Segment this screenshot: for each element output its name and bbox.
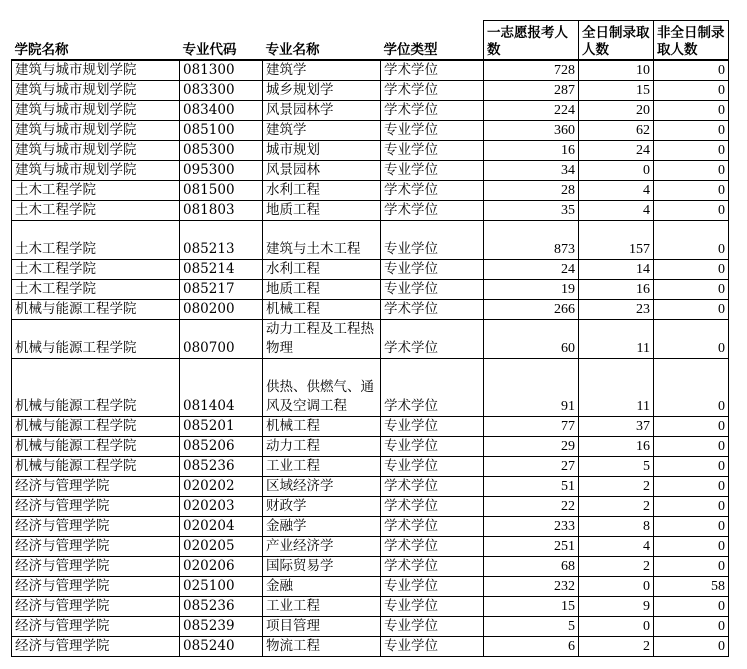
table-row	[12, 597, 729, 617]
cell-college: 土木工程学院	[12, 201, 180, 221]
cell-fulltime: 11	[579, 359, 654, 417]
cell-college: 机械与能源工程学院	[12, 437, 180, 457]
table-row	[12, 121, 729, 141]
cell-major-code: 085240	[180, 637, 263, 657]
cell-parttime: 0	[654, 81, 729, 101]
cell-major-code: 095300	[180, 161, 263, 181]
table-row	[12, 537, 729, 557]
cell-parttime: 0	[654, 437, 729, 457]
cell-degree-type: 学术学位	[381, 60, 484, 81]
cell-major-name: 风景园林学	[263, 101, 381, 121]
cell-fulltime: 16	[579, 437, 654, 457]
table-row	[12, 477, 729, 497]
cell-degree-type: 学术学位	[381, 477, 484, 497]
cell-first-choice: 27	[484, 457, 579, 477]
cell-fulltime: 2	[579, 557, 654, 577]
cell-college: 机械与能源工程学院	[12, 359, 180, 417]
cell-major-code: 085214	[180, 260, 263, 280]
cell-fulltime: 20	[579, 101, 654, 121]
cell-degree-type: 专业学位	[381, 617, 484, 637]
cell-major-name: 城乡规划学	[263, 81, 381, 101]
cell-major-name: 水利工程	[263, 181, 381, 201]
cell-degree-type: 专业学位	[381, 221, 484, 260]
table-row	[12, 417, 729, 437]
table-row	[12, 81, 729, 101]
cell-fulltime: 4	[579, 537, 654, 557]
cell-first-choice: 24	[484, 260, 579, 280]
cell-major-code: 085239	[180, 617, 263, 637]
table-row	[12, 497, 729, 517]
table-row	[12, 201, 729, 221]
table-row	[12, 320, 729, 359]
table-row	[12, 280, 729, 300]
cell-parttime: 0	[654, 300, 729, 320]
cell-degree-type: 学术学位	[381, 81, 484, 101]
cell-fulltime: 15	[579, 81, 654, 101]
cell-major-code: 085100	[180, 121, 263, 141]
cell-parttime: 0	[654, 260, 729, 280]
cell-first-choice: 91	[484, 359, 579, 417]
cell-fulltime: 4	[579, 181, 654, 201]
cell-major-code: 081803	[180, 201, 263, 221]
cell-major-code: 020205	[180, 537, 263, 557]
cell-college: 经济与管理学院	[12, 517, 180, 537]
cell-major-code: 080200	[180, 300, 263, 320]
cell-parttime: 0	[654, 320, 729, 359]
cell-degree-type: 学术学位	[381, 359, 484, 417]
cell-major-name: 城市规划	[263, 141, 381, 161]
cell-degree-type: 学术学位	[381, 497, 484, 517]
cell-parttime: 0	[654, 417, 729, 437]
cell-first-choice: 22	[484, 497, 579, 517]
cell-degree-type: 专业学位	[381, 280, 484, 300]
cell-first-choice: 233	[484, 517, 579, 537]
cell-degree-type: 学术学位	[381, 201, 484, 221]
cell-major-name: 物流工程	[263, 637, 381, 657]
table-row	[12, 161, 729, 181]
cell-major-name: 产业经济学	[263, 537, 381, 557]
cell-major-code: 083400	[180, 101, 263, 121]
cell-first-choice: 77	[484, 417, 579, 437]
cell-college: 经济与管理学院	[12, 477, 180, 497]
cell-first-choice: 360	[484, 121, 579, 141]
cell-degree-type: 学术学位	[381, 557, 484, 577]
cell-fulltime: 5	[579, 457, 654, 477]
cell-fulltime: 4	[579, 201, 654, 221]
cell-first-choice: 68	[484, 557, 579, 577]
cell-major-name: 工业工程	[263, 597, 381, 617]
cell-parttime: 0	[654, 101, 729, 121]
cell-fulltime: 24	[579, 141, 654, 161]
table-row	[12, 300, 729, 320]
header-fulltime-admitted: 全日制录取人数	[579, 21, 654, 61]
cell-college: 经济与管理学院	[12, 557, 180, 577]
cell-college: 土木工程学院	[12, 181, 180, 201]
cell-degree-type: 专业学位	[381, 417, 484, 437]
cell-fulltime: 0	[579, 161, 654, 181]
cell-major-name: 水利工程	[263, 260, 381, 280]
cell-first-choice: 873	[484, 221, 579, 260]
cell-college: 经济与管理学院	[12, 577, 180, 597]
cell-first-choice: 15	[484, 597, 579, 617]
cell-fulltime: 2	[579, 477, 654, 497]
cell-first-choice: 34	[484, 161, 579, 181]
cell-college: 经济与管理学院	[12, 537, 180, 557]
cell-first-choice: 51	[484, 477, 579, 497]
header-row	[12, 21, 729, 61]
cell-degree-type: 专业学位	[381, 121, 484, 141]
cell-parttime: 0	[654, 637, 729, 657]
cell-first-choice: 19	[484, 280, 579, 300]
cell-major-name: 地质工程	[263, 280, 381, 300]
header-major-code: 专业代码	[180, 21, 263, 61]
cell-college: 机械与能源工程学院	[12, 300, 180, 320]
cell-major-name: 金融学	[263, 517, 381, 537]
cell-first-choice: 29	[484, 437, 579, 457]
table-row	[12, 517, 729, 537]
cell-major-code: 085206	[180, 437, 263, 457]
header-college: 学院名称	[12, 21, 180, 61]
table-row	[12, 637, 729, 657]
cell-parttime: 0	[654, 557, 729, 577]
table-row	[12, 577, 729, 597]
cell-parttime: 0	[654, 280, 729, 300]
cell-college: 建筑与城市规划学院	[12, 121, 180, 141]
cell-college: 建筑与城市规划学院	[12, 60, 180, 81]
cell-fulltime: 62	[579, 121, 654, 141]
cell-major-code: 085201	[180, 417, 263, 437]
cell-major-name: 供热、供燃气、通风及空调工程	[263, 359, 381, 417]
cell-parttime: 0	[654, 181, 729, 201]
cell-major-code: 083300	[180, 81, 263, 101]
cell-fulltime: 14	[579, 260, 654, 280]
cell-first-choice: 224	[484, 101, 579, 121]
cell-major-code: 081500	[180, 181, 263, 201]
table-row	[12, 60, 729, 81]
cell-parttime: 0	[654, 221, 729, 260]
cell-major-name: 动力工程及工程热物理	[263, 320, 381, 359]
cell-first-choice: 266	[484, 300, 579, 320]
table-row	[12, 221, 729, 260]
cell-major-code: 085300	[180, 141, 263, 161]
cell-fulltime: 37	[579, 417, 654, 437]
cell-degree-type: 学术学位	[381, 181, 484, 201]
table-row	[12, 141, 729, 161]
cell-college: 经济与管理学院	[12, 597, 180, 617]
cell-major-name: 建筑学	[263, 60, 381, 81]
cell-college: 建筑与城市规划学院	[12, 81, 180, 101]
table-row	[12, 457, 729, 477]
cell-major-name: 建筑学	[263, 121, 381, 141]
cell-parttime: 0	[654, 597, 729, 617]
cell-major-code: 085236	[180, 597, 263, 617]
cell-major-name: 金融	[263, 577, 381, 597]
cell-major-code: 020206	[180, 557, 263, 577]
cell-fulltime: 2	[579, 497, 654, 517]
cell-college: 土木工程学院	[12, 280, 180, 300]
cell-college: 经济与管理学院	[12, 637, 180, 657]
cell-degree-type: 专业学位	[381, 161, 484, 181]
cell-degree-type: 学术学位	[381, 537, 484, 557]
table-row	[12, 260, 729, 280]
cell-parttime: 0	[654, 359, 729, 417]
cell-college: 土木工程学院	[12, 221, 180, 260]
cell-college: 建筑与城市规划学院	[12, 101, 180, 121]
cell-major-code: 020203	[180, 497, 263, 517]
header-major-name: 专业名称	[263, 21, 381, 61]
header-degree-type: 学位类型	[381, 21, 484, 61]
cell-first-choice: 16	[484, 141, 579, 161]
table-row	[12, 557, 729, 577]
cell-major-code: 020204	[180, 517, 263, 537]
cell-first-choice: 6	[484, 637, 579, 657]
table-row	[12, 437, 729, 457]
cell-major-name: 建筑与土木工程	[263, 221, 381, 260]
header-first-choice: 一志愿报考人数	[484, 21, 579, 61]
cell-college: 经济与管理学院	[12, 617, 180, 637]
cell-degree-type: 专业学位	[381, 141, 484, 161]
cell-degree-type: 学术学位	[381, 101, 484, 121]
cell-parttime: 0	[654, 141, 729, 161]
cell-major-code: 020202	[180, 477, 263, 497]
cell-parttime: 0	[654, 121, 729, 141]
cell-fulltime: 16	[579, 280, 654, 300]
cell-degree-type: 专业学位	[381, 577, 484, 597]
cell-first-choice: 287	[484, 81, 579, 101]
header-parttime-admitted: 非全日制录取人数	[654, 21, 729, 61]
cell-degree-type: 专业学位	[381, 597, 484, 617]
cell-college: 机械与能源工程学院	[12, 320, 180, 359]
cell-major-name: 项目管理	[263, 617, 381, 637]
cell-major-name: 风景园林	[263, 161, 381, 181]
cell-parttime: 0	[654, 477, 729, 497]
cell-first-choice: 232	[484, 577, 579, 597]
cell-major-name: 动力工程	[263, 437, 381, 457]
table-row	[12, 359, 729, 417]
cell-major-code: 080700	[180, 320, 263, 359]
cell-fulltime: 0	[579, 617, 654, 637]
admission-table	[11, 20, 729, 657]
cell-major-code: 081404	[180, 359, 263, 417]
cell-first-choice: 5	[484, 617, 579, 637]
cell-college: 机械与能源工程学院	[12, 457, 180, 477]
cell-fulltime: 23	[579, 300, 654, 320]
cell-parttime: 0	[654, 617, 729, 637]
cell-first-choice: 28	[484, 181, 579, 201]
cell-major-name: 区域经济学	[263, 477, 381, 497]
cell-parttime: 0	[654, 497, 729, 517]
cell-fulltime: 2	[579, 637, 654, 657]
cell-major-code: 085236	[180, 457, 263, 477]
cell-first-choice: 35	[484, 201, 579, 221]
cell-fulltime: 10	[579, 60, 654, 81]
cell-major-code: 081300	[180, 60, 263, 81]
cell-college: 经济与管理学院	[12, 497, 180, 517]
cell-degree-type: 学术学位	[381, 320, 484, 359]
cell-major-name: 地质工程	[263, 201, 381, 221]
cell-degree-type: 专业学位	[381, 637, 484, 657]
cell-fulltime: 9	[579, 597, 654, 617]
cell-degree-type: 学术学位	[381, 300, 484, 320]
cell-parttime: 0	[654, 60, 729, 81]
cell-college: 建筑与城市规划学院	[12, 141, 180, 161]
cell-parttime: 0	[654, 537, 729, 557]
cell-degree-type: 专业学位	[381, 260, 484, 280]
table-row	[12, 617, 729, 637]
cell-parttime: 58	[654, 577, 729, 597]
cell-parttime: 0	[654, 457, 729, 477]
cell-major-code: 085217	[180, 280, 263, 300]
cell-fulltime: 157	[579, 221, 654, 260]
cell-major-name: 机械工程	[263, 417, 381, 437]
cell-degree-type: 学术学位	[381, 517, 484, 537]
cell-fulltime: 11	[579, 320, 654, 359]
cell-college: 建筑与城市规划学院	[12, 161, 180, 181]
cell-fulltime: 0	[579, 577, 654, 597]
cell-major-code: 085213	[180, 221, 263, 260]
cell-parttime: 0	[654, 517, 729, 537]
cell-fulltime: 8	[579, 517, 654, 537]
cell-major-code: 025100	[180, 577, 263, 597]
cell-major-name: 机械工程	[263, 300, 381, 320]
cell-college: 土木工程学院	[12, 260, 180, 280]
table-row	[12, 181, 729, 201]
cell-parttime: 0	[654, 161, 729, 181]
cell-major-name: 财政学	[263, 497, 381, 517]
cell-first-choice: 728	[484, 60, 579, 81]
cell-parttime: 0	[654, 201, 729, 221]
cell-major-name: 工业工程	[263, 457, 381, 477]
cell-degree-type: 专业学位	[381, 457, 484, 477]
cell-degree-type: 专业学位	[381, 437, 484, 457]
cell-major-name: 国际贸易学	[263, 557, 381, 577]
cell-college: 机械与能源工程学院	[12, 417, 180, 437]
table-row	[12, 101, 729, 121]
cell-first-choice: 60	[484, 320, 579, 359]
cell-first-choice: 251	[484, 537, 579, 557]
